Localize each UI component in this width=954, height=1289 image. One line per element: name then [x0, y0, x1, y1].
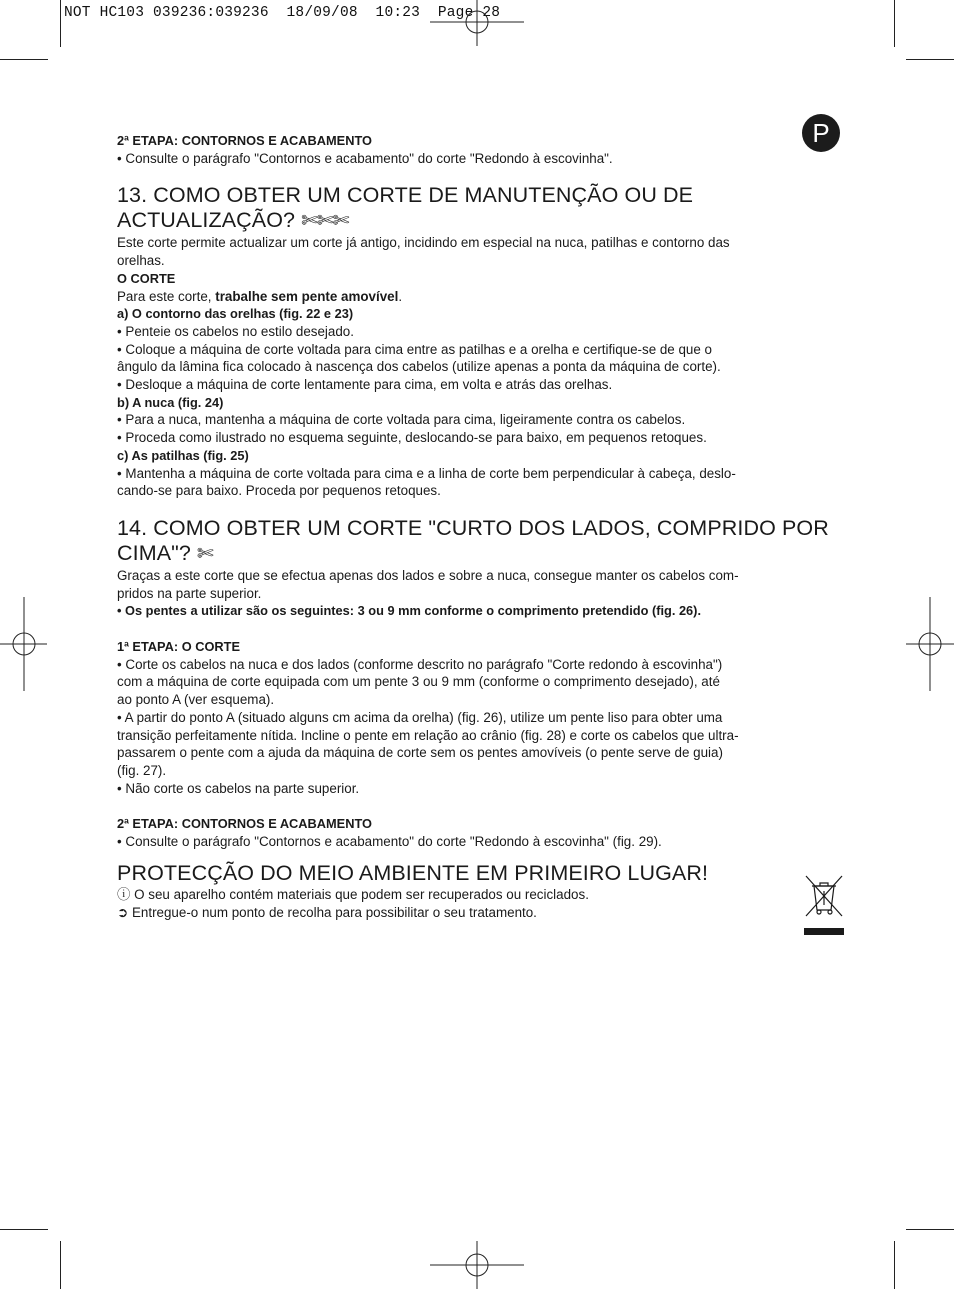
crop-mark	[894, 0, 895, 47]
crossed-bin-icon	[804, 874, 844, 936]
body-line: • Consulte o parágrafo "Contornos e acabamento" do corte "Redondo à escovinha".	[117, 150, 613, 166]
registration-mark-bottom	[430, 1241, 526, 1289]
body-line: • Desloque a máquina de corte lentamente para cima, em volta e atrás das orelhas.	[117, 377, 613, 393]
body-line: • Proceda como ilustrado no esquema seguinte, deslocando-se para baixo, em pequenos retoques.	[117, 430, 707, 446]
scissors-icon: ✄	[197, 542, 213, 565]
subheading-c: c) As patilhas (fig. 25)	[117, 447, 249, 463]
body-line: Este corte permite actualizar um corte já antigo, incidindo em especial na nuca, patilhas e contorno das	[117, 235, 730, 251]
body-line: • Consulte o parágrafo "Contornos e acabamento" do corte "Redondo à escovinha" (fig. 29).	[117, 834, 662, 850]
body-line: • A partir do ponto A (situado alguns cm acima da orelha) (fig. 26), utilize um pente liso para obter uma	[117, 709, 723, 725]
section-top-finishing	[117, 132, 837, 167]
body-text: Para este corte,	[117, 288, 216, 304]
body-line: passarem o pente com a ajuda da máquina de corte sem os pentes amovíveis (o pente serve de guia)	[117, 745, 723, 761]
crop-mark	[0, 59, 48, 60]
body-text: .	[398, 288, 403, 304]
body-line: com a máquina de corte equipada com um pente 3 ou 9 mm (conforme o comprimento desejado), até	[117, 674, 720, 690]
body-bold-line: • Os pentes a utilizar são os seguintes: 3 ou 9 mm conforme o comprimento pretendido (fig. 26).	[117, 603, 701, 619]
body-line: • Coloque a máquina de corte voltada para cima entre as patilhas e a orelha e certifique-se de que o	[117, 341, 712, 357]
step-heading: 1ª ETAPA: O CORTE	[117, 639, 240, 655]
body-text: Entregue-o num ponto de recolha para possibilitar o seu tratamento.	[131, 904, 537, 920]
crop-mark	[894, 1241, 895, 1289]
registration-mark-top	[430, 0, 526, 48]
body-line: • Corte os cabelos na nuca e dos lados (conforme descrito no parágrafo "Corte redondo à escovinha")	[117, 656, 723, 672]
section-13-title-line2	[117, 208, 837, 234]
crop-mark	[906, 59, 954, 60]
body-line: transição perfeitamente nítida. Incline o pente em relação ao crânio (fig. 28) e corte os cabelos que ultra-	[117, 727, 739, 743]
body-line: Graças a este corte que se efectua apenas dos lados e sobre a nuca, consegue manter os cabelos com-	[117, 567, 739, 583]
crop-mark	[60, 0, 61, 47]
body-line: ângulo da lâmina fica colocado à nascença dos cabelos (utilize apenas a ponta da máquina de corte).	[117, 359, 721, 375]
registration-mark-left	[0, 597, 48, 693]
body-line: cando-se para baixo. Proceda por pequenos retoques.	[117, 483, 441, 499]
section-13	[117, 183, 837, 500]
body-line: • Mantenha a máquina de corte voltada para cima e a linha de corte bem perpendicular à cabeça, deslo-	[117, 465, 736, 481]
step-heading: 2ª ETAPA: CONTORNOS E ACABAMENTO	[117, 816, 372, 832]
environment-title: PROTECÇÃO DO MEIO AMBIENTE EM PRIMEIRO LUGAR!	[117, 860, 709, 885]
section-environment	[117, 861, 837, 921]
printer-slug: NOT HC103 039236:039236 18/09/08 10:23 Page 28	[64, 5, 501, 21]
crop-mark	[906, 1229, 954, 1230]
body-line: (fig. 27).	[117, 762, 167, 778]
section-14-title-line1: 14. COMO OBTER UM CORTE "CURTO DOS LADOS, COMPRIDO POR	[117, 515, 829, 540]
body-line: • Não corte os cabelos na parte superior.	[117, 780, 360, 796]
body-line: pridos na parte superior.	[117, 585, 262, 601]
body-line	[117, 886, 837, 904]
crop-mark	[0, 1229, 48, 1230]
section-14	[117, 516, 837, 851]
body-line: orelhas.	[117, 253, 165, 269]
subheading-a: a) O contorno das orelhas (fig. 22 e 23)	[117, 306, 354, 322]
body-line: ao ponto A (ver esquema).	[117, 692, 275, 708]
body-bold-text: trabalhe sem pente amovível	[215, 288, 399, 304]
section-14-title-text: CIMA"?	[117, 540, 191, 565]
registration-mark-right	[906, 597, 954, 693]
section-13-title-line1: 13. COMO OBTER UM CORTE DE MANUTENÇÃO OU DE	[117, 183, 694, 208]
body-line	[117, 904, 837, 922]
section-13-title-text: ACTUALIZAÇÃO?	[117, 208, 296, 233]
section-14-title-line2	[117, 541, 837, 567]
crop-mark	[60, 1241, 61, 1289]
body-text: O seu aparelho contém materiais que podem ser recuperados ou reciclados.	[134, 886, 589, 902]
body-line: • Para a nuca, mantenha a máquina de corte voltada para cima, ligeiramente contra os cabelos.	[117, 412, 686, 428]
arrow-right-icon: ➲	[117, 904, 129, 920]
subheading-o-corte: O CORTE	[117, 270, 176, 286]
info-icon: ⓘ	[117, 886, 131, 902]
subheading-b: b) A nuca (fig. 24)	[117, 394, 224, 410]
language-tab-badge: P	[802, 114, 840, 152]
step-heading: 2ª ETAPA: CONTORNOS E ACABAMENTO	[117, 133, 372, 148]
page-content	[117, 132, 837, 921]
body-line: • Penteie os cabelos no estilo desejado.	[117, 323, 354, 339]
scissors-icon: ✄✄✄	[301, 210, 349, 233]
body-line	[117, 288, 837, 306]
